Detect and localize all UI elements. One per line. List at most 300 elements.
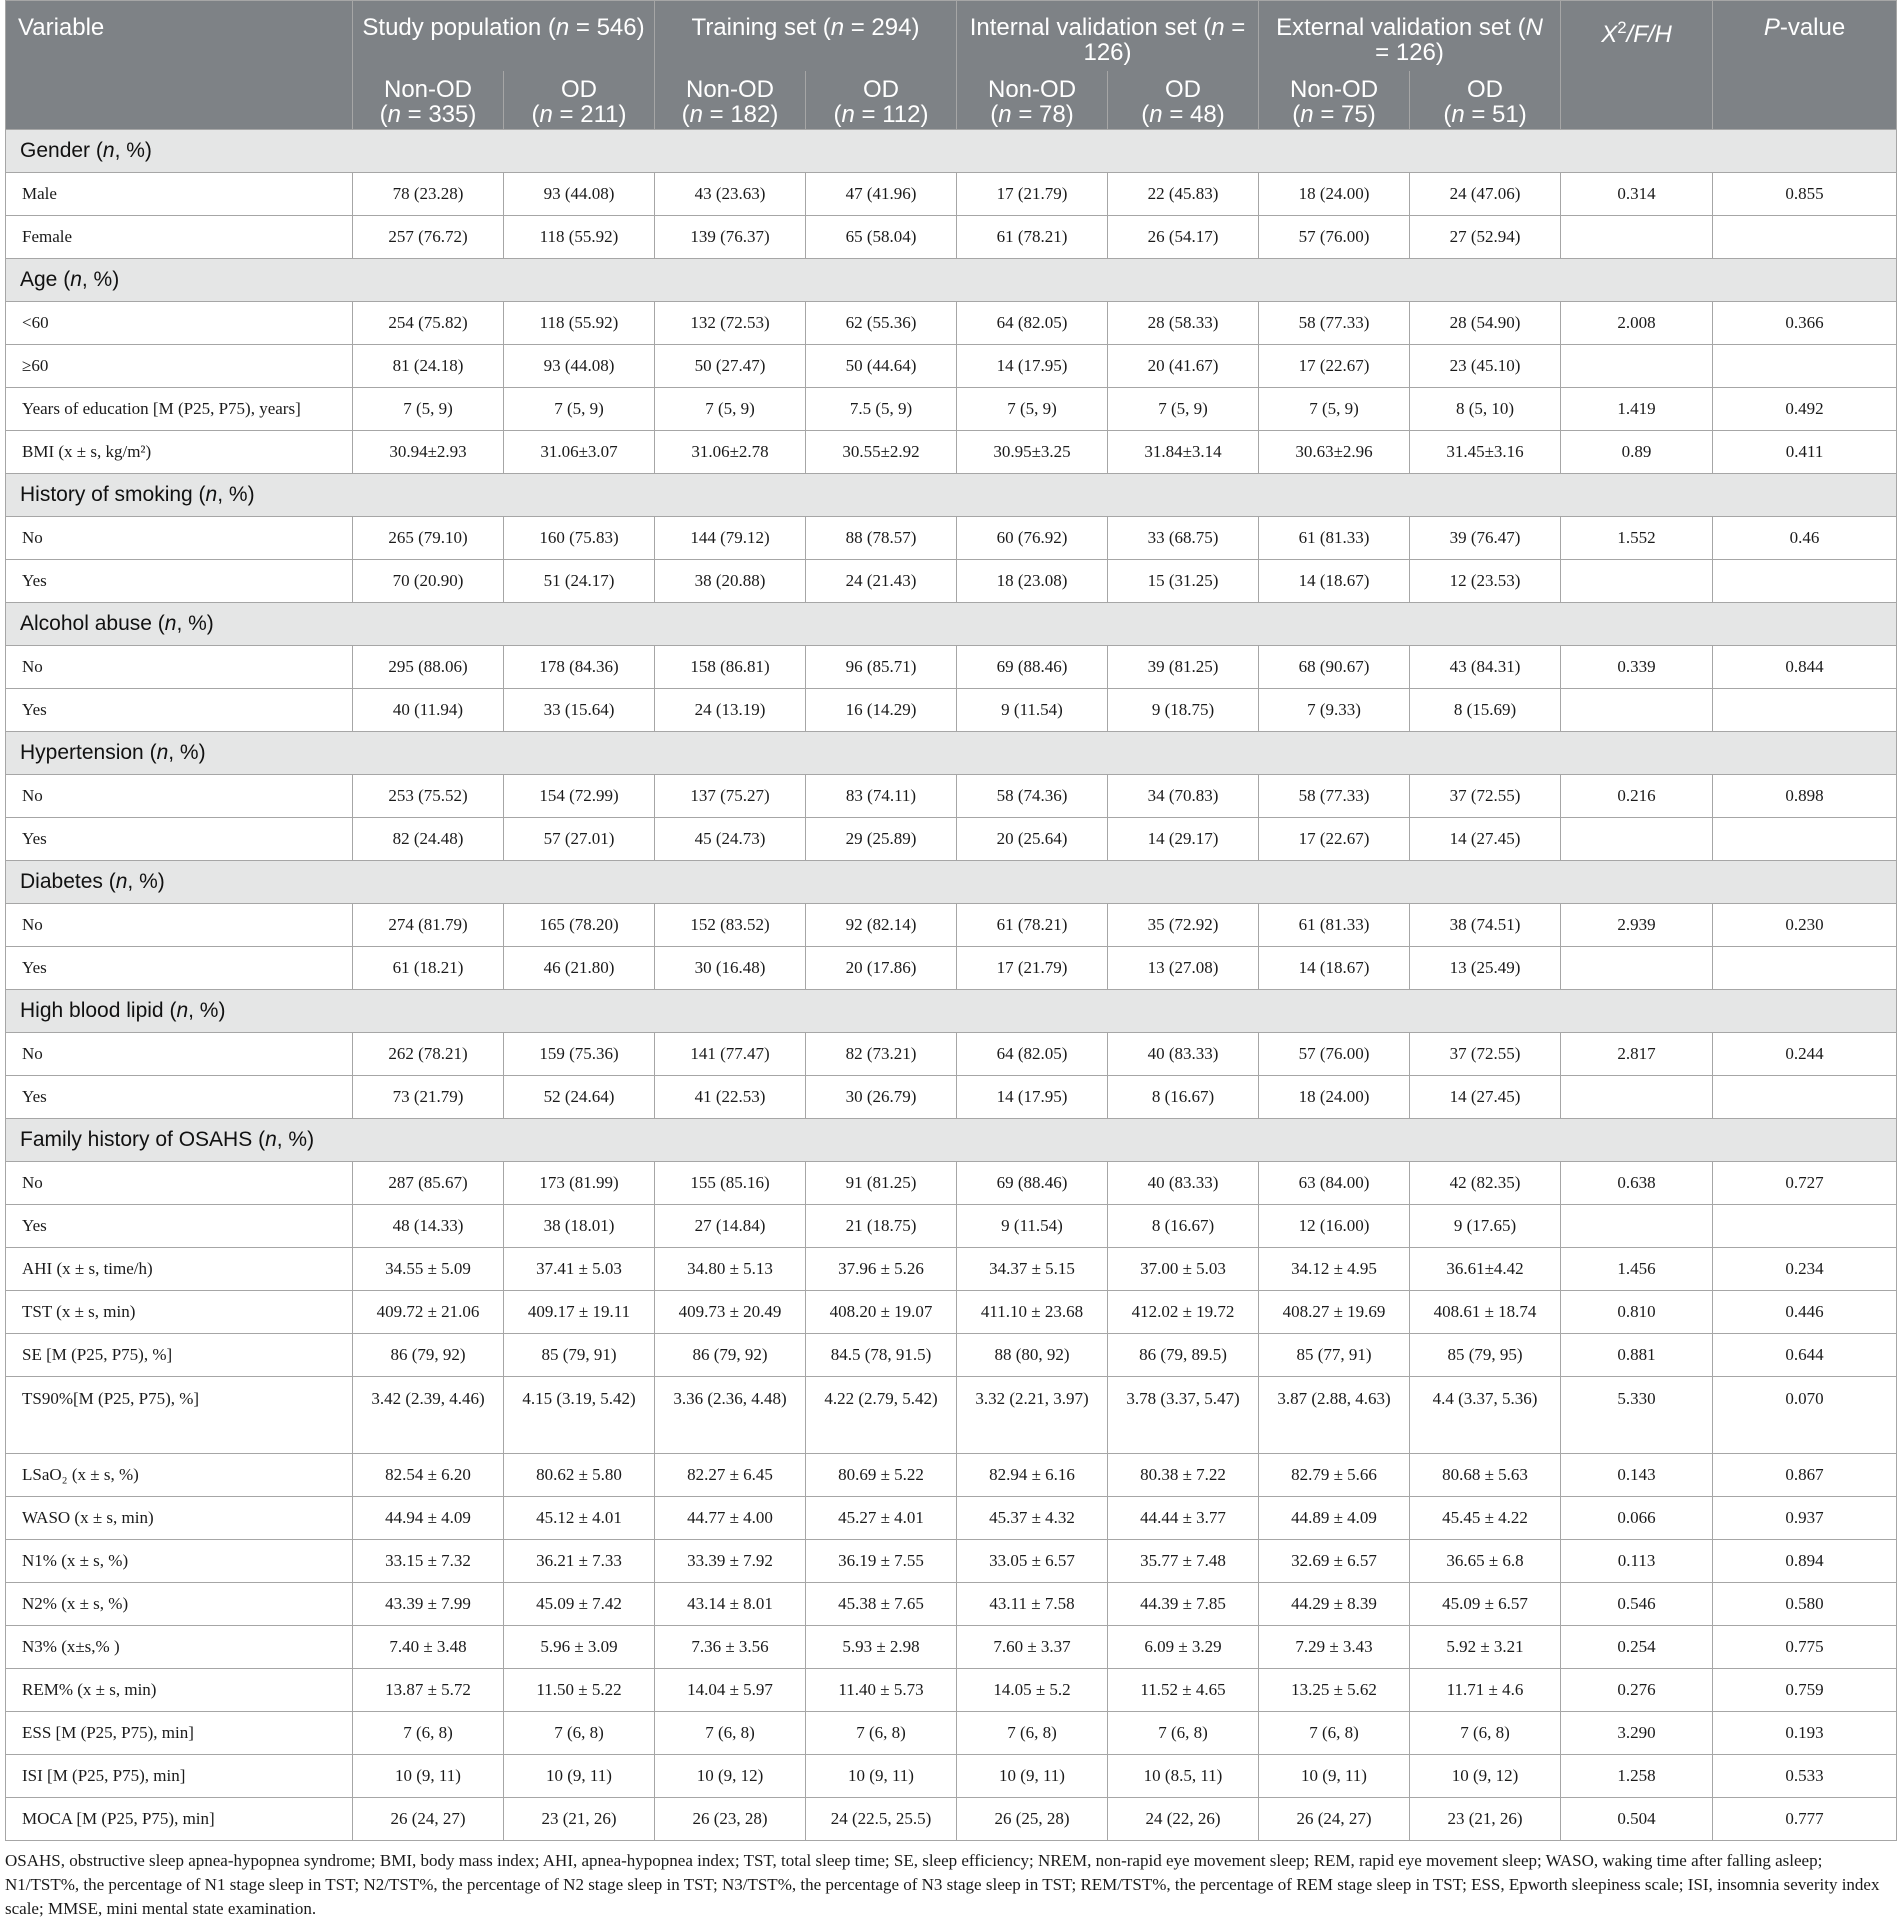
section-suffix: , %) bbox=[81, 268, 120, 291]
table-cell: 9 (11.54) bbox=[957, 1205, 1108, 1248]
table-cell: 11.40 ± 5.73 bbox=[806, 1669, 957, 1712]
table-cell: 35.77 ± 7.48 bbox=[1108, 1540, 1259, 1583]
statistic-cell bbox=[1561, 1205, 1713, 1248]
table-cell: 45.37 ± 4.32 bbox=[957, 1497, 1108, 1540]
table-cell: 57 (27.01) bbox=[504, 818, 655, 861]
table-cell: 26 (24, 27) bbox=[353, 1798, 504, 1841]
statistic-cell: 0.276 bbox=[1561, 1669, 1713, 1712]
header-subcolumn: OD (n = 51) bbox=[1410, 71, 1561, 130]
table-cell: 31.84±3.14 bbox=[1108, 431, 1259, 474]
table-cell: 34.12 ± 4.95 bbox=[1259, 1248, 1410, 1291]
table-cell: 44.29 ± 8.39 bbox=[1259, 1583, 1410, 1626]
subcolumn-n-symbol: n bbox=[998, 101, 1012, 128]
table-cell: 80.62 ± 5.80 bbox=[504, 1454, 655, 1497]
table-cell: 82.94 ± 6.16 bbox=[957, 1454, 1108, 1497]
table-cell: 69 (88.46) bbox=[957, 646, 1108, 689]
table-row bbox=[6, 345, 1897, 388]
table-cell: 34 (70.83) bbox=[1108, 775, 1259, 818]
table-cell: 46 (21.80) bbox=[504, 947, 655, 990]
table-cell: 14 (27.45) bbox=[1410, 1076, 1561, 1119]
section-title: Gender bbox=[20, 139, 91, 162]
table-row bbox=[6, 947, 1897, 990]
table-cell: 81 (24.18) bbox=[353, 345, 504, 388]
p-value-cell: 0.644 bbox=[1713, 1334, 1897, 1377]
table-cell: 32.69 ± 6.57 bbox=[1259, 1540, 1410, 1583]
table-cell: 82 (24.48) bbox=[353, 818, 504, 861]
table-row bbox=[6, 689, 1897, 732]
row-label: No bbox=[6, 646, 353, 689]
row-label: <60 bbox=[6, 302, 353, 345]
table-cell: 18 (24.00) bbox=[1259, 1076, 1410, 1119]
row-label: No bbox=[6, 904, 353, 947]
table-cell: 33 (15.64) bbox=[504, 689, 655, 732]
table-cell: 139 (76.37) bbox=[655, 216, 806, 259]
table-cell: 160 (75.83) bbox=[504, 517, 655, 560]
table-cell: 31.06±3.07 bbox=[504, 431, 655, 474]
subcolumn-n-symbol: n bbox=[841, 101, 855, 128]
table-cell: 154 (72.99) bbox=[504, 775, 655, 818]
row-label: Female bbox=[6, 216, 353, 259]
table-cell: 37.00 ± 5.03 bbox=[1108, 1248, 1259, 1291]
table-cell: 38 (18.01) bbox=[504, 1205, 655, 1248]
table-cell: 178 (84.36) bbox=[504, 646, 655, 689]
row-label: Yes bbox=[6, 1076, 353, 1119]
table-cell: 144 (79.12) bbox=[655, 517, 806, 560]
table-cell: 50 (44.64) bbox=[806, 345, 957, 388]
table-row bbox=[6, 1583, 1897, 1626]
table-cell: 33.39 ± 7.92 bbox=[655, 1540, 806, 1583]
section-header-row bbox=[6, 474, 1897, 517]
table-cell: 73 (21.79) bbox=[353, 1076, 504, 1119]
header-subcolumn: OD (n = 112) bbox=[806, 71, 957, 130]
table-cell: 61 (78.21) bbox=[957, 216, 1108, 259]
table-cell: 43 (84.31) bbox=[1410, 646, 1561, 689]
table-cell: 26 (24, 27) bbox=[1259, 1798, 1410, 1841]
table-row bbox=[6, 1755, 1897, 1798]
table-cell: 30.94±2.93 bbox=[353, 431, 504, 474]
statistic-cell: 0.881 bbox=[1561, 1334, 1713, 1377]
table-row bbox=[6, 904, 1897, 947]
statistic-cell: 1.258 bbox=[1561, 1755, 1713, 1798]
table-cell: 45.38 ± 7.65 bbox=[806, 1583, 957, 1626]
section-header-row bbox=[6, 259, 1897, 302]
table-cell: 26 (23, 28) bbox=[655, 1798, 806, 1841]
table-row bbox=[6, 1033, 1897, 1076]
table-cell: 26 (25, 28) bbox=[957, 1798, 1108, 1841]
section-label: Diabetes (n, %) bbox=[6, 861, 1897, 904]
row-label: Male bbox=[6, 173, 353, 216]
table-cell: 21 (18.75) bbox=[806, 1205, 957, 1248]
table-cell: 12 (16.00) bbox=[1259, 1205, 1410, 1248]
table-cell: 14 (18.67) bbox=[1259, 560, 1410, 603]
table-cell: 3.78 (3.37, 5.47) bbox=[1108, 1377, 1259, 1454]
table-cell: 8 (16.67) bbox=[1108, 1205, 1259, 1248]
table-cell: 8 (16.67) bbox=[1108, 1076, 1259, 1119]
table-cell: 48 (14.33) bbox=[353, 1205, 504, 1248]
table-cell: 33 (68.75) bbox=[1108, 517, 1259, 560]
subcolumn-name: Non-OD bbox=[988, 76, 1077, 103]
table-row bbox=[6, 216, 1897, 259]
table-cell: 42 (82.35) bbox=[1410, 1162, 1561, 1205]
table-cell: 34.80 ± 5.13 bbox=[655, 1248, 806, 1291]
table-cell: 13 (27.08) bbox=[1108, 947, 1259, 990]
statistic-cell bbox=[1561, 818, 1713, 861]
section-title: Hypertension bbox=[20, 741, 144, 764]
table-cell: 36.65 ± 6.8 bbox=[1410, 1540, 1561, 1583]
table-cell: 10 (9, 12) bbox=[1410, 1755, 1561, 1798]
table-cell: 44.39 ± 7.85 bbox=[1108, 1583, 1259, 1626]
statistic-cell: 0.066 bbox=[1561, 1497, 1713, 1540]
section-header-row bbox=[6, 603, 1897, 646]
table-cell: 5.96 ± 3.09 bbox=[504, 1626, 655, 1669]
table-cell: 27 (14.84) bbox=[655, 1205, 806, 1248]
table-row bbox=[6, 1454, 1897, 1497]
statistic-cell bbox=[1561, 560, 1713, 603]
table-cell: 37 (72.55) bbox=[1410, 1033, 1561, 1076]
row-label: Years of education [M (P25, P75), years] bbox=[6, 388, 353, 431]
table-cell: 47 (41.96) bbox=[806, 173, 957, 216]
table-cell: 24 (13.19) bbox=[655, 689, 806, 732]
table-cell: 44.94 ± 4.09 bbox=[353, 1497, 504, 1540]
table-cell: 132 (72.53) bbox=[655, 302, 806, 345]
statistic-cell: 0.638 bbox=[1561, 1162, 1713, 1205]
table-cell: 7 (6, 8) bbox=[655, 1712, 806, 1755]
table-cell: 5.93 ± 2.98 bbox=[806, 1626, 957, 1669]
header-group-external-validation: External validation set (N = 126) bbox=[1259, 1, 1561, 72]
table-cell: 40 (83.33) bbox=[1108, 1162, 1259, 1205]
table-cell: 38 (74.51) bbox=[1410, 904, 1561, 947]
table-cell: 20 (41.67) bbox=[1108, 345, 1259, 388]
table-cell: 8 (15.69) bbox=[1410, 689, 1561, 732]
table-cell: 11.71 ± 4.6 bbox=[1410, 1669, 1561, 1712]
table-cell: 44.77 ± 4.00 bbox=[655, 1497, 806, 1540]
table-cell: 86 (79, 92) bbox=[655, 1334, 806, 1377]
subcolumn-n: 335 bbox=[428, 101, 469, 128]
table-cell: 30.95±3.25 bbox=[957, 431, 1108, 474]
table-cell: 10 (9, 11) bbox=[353, 1755, 504, 1798]
table-cell: 10 (9, 11) bbox=[806, 1755, 957, 1798]
section-header-row bbox=[6, 861, 1897, 904]
table-cell: 61 (78.21) bbox=[957, 904, 1108, 947]
statistic-cell: 2.939 bbox=[1561, 904, 1713, 947]
table-cell: 7.60 ± 3.37 bbox=[957, 1626, 1108, 1669]
table-cell: 274 (81.79) bbox=[353, 904, 504, 947]
table-cell: 45.09 ± 7.42 bbox=[504, 1583, 655, 1626]
section-header-row bbox=[6, 990, 1897, 1033]
table-cell: 37.96 ± 5.26 bbox=[806, 1248, 957, 1291]
section-title: Alcohol abuse bbox=[20, 612, 152, 635]
row-label: ESS [M (P25, P75), min] bbox=[6, 1712, 353, 1755]
subcolumn-n-symbol: n bbox=[1451, 101, 1465, 128]
table-cell: 17 (22.67) bbox=[1259, 818, 1410, 861]
table-row bbox=[6, 1497, 1897, 1540]
header-p-value: P-value bbox=[1713, 1, 1897, 130]
table-cell: 84.5 (78, 91.5) bbox=[806, 1334, 957, 1377]
table-cell: 33.05 ± 6.57 bbox=[957, 1540, 1108, 1583]
table-cell: 91 (81.25) bbox=[806, 1162, 957, 1205]
row-label: No bbox=[6, 1162, 353, 1205]
subcolumn-n-symbol: n bbox=[689, 101, 703, 128]
table-row bbox=[6, 646, 1897, 689]
table-cell: 7 (6, 8) bbox=[1410, 1712, 1561, 1755]
table-cell: 6.09 ± 3.29 bbox=[1108, 1626, 1259, 1669]
section-header-row bbox=[6, 130, 1897, 173]
row-label: N2% (x ± s, %) bbox=[6, 1583, 353, 1626]
table-row bbox=[6, 1334, 1897, 1377]
statistic-cell: 0.810 bbox=[1561, 1291, 1713, 1334]
n-symbol: n bbox=[265, 1128, 277, 1151]
section-title: History of smoking bbox=[20, 483, 193, 506]
table-cell: 39 (81.25) bbox=[1108, 646, 1259, 689]
subcolumn-n-symbol: n bbox=[387, 101, 401, 128]
table-cell: 63 (84.00) bbox=[1259, 1162, 1410, 1205]
statistic-cell: 3.290 bbox=[1561, 1712, 1713, 1755]
table-cell: 159 (75.36) bbox=[504, 1033, 655, 1076]
section-title: Age bbox=[20, 268, 58, 291]
table-cell: 61 (81.33) bbox=[1259, 517, 1410, 560]
header-group-internal-validation: Internal validation set (n = 126) bbox=[957, 1, 1259, 72]
row-label: MOCA [M (P25, P75), min] bbox=[6, 1798, 353, 1841]
table-cell: 262 (78.21) bbox=[353, 1033, 504, 1076]
table-cell: 80.69 ± 5.22 bbox=[806, 1454, 957, 1497]
statistic-cell: 1.456 bbox=[1561, 1248, 1713, 1291]
table-cell: 7 (6, 8) bbox=[957, 1712, 1108, 1755]
header-subcolumn: OD (n = 48) bbox=[1108, 71, 1259, 130]
section-suffix: , %) bbox=[127, 870, 165, 893]
row-label: BMI (x ± s, kg/m²) bbox=[6, 431, 353, 474]
p-value-cell: 0.492 bbox=[1713, 388, 1897, 431]
table-row bbox=[6, 560, 1897, 603]
table-row bbox=[6, 775, 1897, 818]
table-cell: 24 (21.43) bbox=[806, 560, 957, 603]
p-value-cell: 0.777 bbox=[1713, 1798, 1897, 1841]
table-row bbox=[6, 1162, 1897, 1205]
header-statistic: $X^2/F/H$ bbox=[1561, 1, 1713, 130]
table-row bbox=[6, 1540, 1897, 1583]
p-value-cell bbox=[1713, 560, 1897, 603]
table-cell: 4.15 (3.19, 5.42) bbox=[504, 1377, 655, 1454]
p-value-cell: 0.580 bbox=[1713, 1583, 1897, 1626]
table-cell: 85 (79, 95) bbox=[1410, 1334, 1561, 1377]
p-value-cell: 0.244 bbox=[1713, 1033, 1897, 1076]
table-cell: 7 (6, 8) bbox=[1108, 1712, 1259, 1755]
table-cell: 64 (82.05) bbox=[957, 1033, 1108, 1076]
table-cell: 14 (17.95) bbox=[957, 1076, 1108, 1119]
table-cell: 18 (24.00) bbox=[1259, 173, 1410, 216]
p-value-cell: 0.366 bbox=[1713, 302, 1897, 345]
table-cell: 82.27 ± 6.45 bbox=[655, 1454, 806, 1497]
table-cell: 9 (11.54) bbox=[957, 689, 1108, 732]
table-cell: 14 (29.17) bbox=[1108, 818, 1259, 861]
table-row bbox=[6, 1669, 1897, 1712]
table-cell: 92 (82.14) bbox=[806, 904, 957, 947]
subcolumn-name: OD bbox=[1165, 76, 1202, 103]
statistic-cell: 2.817 bbox=[1561, 1033, 1713, 1076]
subcolumn-name: OD bbox=[863, 76, 899, 103]
p-value-cell: 0.855 bbox=[1713, 173, 1897, 216]
section-label: Age (n, %) bbox=[6, 259, 1897, 302]
p-value-cell bbox=[1713, 947, 1897, 990]
table-cell: 44.89 ± 4.09 bbox=[1259, 1497, 1410, 1540]
section-suffix: , %) bbox=[188, 999, 226, 1022]
table-row bbox=[6, 173, 1897, 216]
header-variable: Variable bbox=[6, 1, 353, 130]
table-cell: 17 (21.79) bbox=[957, 947, 1108, 990]
table-cell: 70 (20.90) bbox=[353, 560, 504, 603]
table-cell: 64 (82.05) bbox=[957, 302, 1108, 345]
section-header-row bbox=[6, 732, 1897, 775]
table-cell: 69 (88.46) bbox=[957, 1162, 1108, 1205]
row-label: No bbox=[6, 517, 353, 560]
table-cell: 3.36 (2.36, 4.48) bbox=[655, 1377, 806, 1454]
table-cell: 33.15 ± 7.32 bbox=[353, 1540, 504, 1583]
table-body bbox=[6, 130, 1897, 1841]
header-subcolumn: Non-OD (n = 78) bbox=[957, 71, 1108, 130]
p-value-cell: 0.894 bbox=[1713, 1540, 1897, 1583]
table-cell: 3.42 (2.39, 4.46) bbox=[353, 1377, 504, 1454]
table-cell: 43.39 ± 7.99 bbox=[353, 1583, 504, 1626]
table-cell: 96 (85.71) bbox=[806, 646, 957, 689]
n-symbol: n bbox=[176, 999, 189, 1022]
table-cell: 28 (58.33) bbox=[1108, 302, 1259, 345]
table-cell: 40 (11.94) bbox=[353, 689, 504, 732]
table-cell: 173 (81.99) bbox=[504, 1162, 655, 1205]
subcolumn-name: Non-OD bbox=[1290, 76, 1379, 103]
table-row bbox=[6, 1076, 1897, 1119]
n-symbol: n bbox=[205, 483, 218, 506]
table-cell: 155 (85.16) bbox=[655, 1162, 806, 1205]
p-value-cell: 0.193 bbox=[1713, 1712, 1897, 1755]
table-cell: 36.19 ± 7.55 bbox=[806, 1540, 957, 1583]
p-value-cell: 0.411 bbox=[1713, 431, 1897, 474]
table-cell: 7.29 ± 3.43 bbox=[1259, 1626, 1410, 1669]
header-group-training-set: Training set (n = 294) bbox=[655, 1, 957, 72]
section-title: High blood lipid bbox=[20, 999, 164, 1022]
p-value-cell bbox=[1713, 1076, 1897, 1119]
row-label: Yes bbox=[6, 560, 353, 603]
statistic-cell: 0.339 bbox=[1561, 646, 1713, 689]
subcolumn-n-symbol: n bbox=[1300, 101, 1314, 128]
table-row bbox=[6, 1205, 1897, 1248]
table-footnote: OSAHS, obstructive sleep apnea-hypopnea syndrome; BMI, body mass index; AHI, apnea-hypopnea index; TST, total sleep time; SE, sleep efficiency; NREM, non-rapid eye movement sleep; REM, rapid eye movement sleep; WASO, waking time after falling asleep; N1/TST%, the percentage of N1 stage sleep in TST; N2/TST%, the percentage of N2 stage sleep in TST; N3/TST%, the percentage of N3 stage sleep in TST; REM/TST%, the percentage of REM stage sleep in TST; ESS, Epworth sleepiness scale; ISI, insomnia severity index scale; MMSE, mini mental state examination. bbox=[5, 1851, 1880, 1918]
n-symbol: n bbox=[115, 870, 128, 893]
section-suffix: , %) bbox=[217, 483, 255, 506]
table-cell: 7.5 (5, 9) bbox=[806, 388, 957, 431]
table-cell: 86 (79, 89.5) bbox=[1108, 1334, 1259, 1377]
table-cell: 3.87 (2.88, 4.63) bbox=[1259, 1377, 1410, 1454]
table-cell: 78 (23.28) bbox=[353, 173, 504, 216]
table-cell: 5.92 ± 3.21 bbox=[1410, 1626, 1561, 1669]
table-row bbox=[6, 1798, 1897, 1841]
table-cell: 82.79 ± 5.66 bbox=[1259, 1454, 1410, 1497]
p-value-cell bbox=[1713, 1205, 1897, 1248]
row-label: No bbox=[6, 1033, 353, 1076]
table-cell: 7.36 ± 3.56 bbox=[655, 1626, 806, 1669]
table-cell: 254 (75.82) bbox=[353, 302, 504, 345]
table-row bbox=[6, 431, 1897, 474]
table-cell: 23 (21, 26) bbox=[504, 1798, 655, 1841]
table-cell: 23 (21, 26) bbox=[1410, 1798, 1561, 1841]
table-cell: 93 (44.08) bbox=[504, 345, 655, 388]
n-symbol: n bbox=[102, 139, 115, 162]
table-cell: 4.22 (2.79, 5.42) bbox=[806, 1377, 957, 1454]
row-label: ISI [M (P25, P75), min] bbox=[6, 1755, 353, 1798]
table-cell: 287 (85.67) bbox=[353, 1162, 504, 1205]
table-cell: 11.50 ± 5.22 bbox=[504, 1669, 655, 1712]
table-row bbox=[6, 1248, 1897, 1291]
subcolumn-n-symbol: n bbox=[539, 101, 553, 128]
table-cell: 82.54 ± 6.20 bbox=[353, 1454, 504, 1497]
statistic-cell: 0.113 bbox=[1561, 1540, 1713, 1583]
statistic-cell: 1.419 bbox=[1561, 388, 1713, 431]
table-cell: 118 (55.92) bbox=[504, 302, 655, 345]
table-cell: 10 (9, 12) bbox=[655, 1755, 806, 1798]
subcolumn-n: 211 bbox=[580, 101, 619, 128]
table-cell: 31.45±3.16 bbox=[1410, 431, 1561, 474]
table-cell: 7 (5, 9) bbox=[353, 388, 504, 431]
table-row bbox=[6, 818, 1897, 861]
p-value-cell: 0.46 bbox=[1713, 517, 1897, 560]
table-row bbox=[6, 1626, 1897, 1669]
table-cell: 24 (22, 26) bbox=[1108, 1798, 1259, 1841]
p-value-cell: 0.230 bbox=[1713, 904, 1897, 947]
row-label: Yes bbox=[6, 947, 353, 990]
table-cell: 51 (24.17) bbox=[504, 560, 655, 603]
statistic-cell: 0.254 bbox=[1561, 1626, 1713, 1669]
row-label: Yes bbox=[6, 818, 353, 861]
table-cell: 20 (25.64) bbox=[957, 818, 1108, 861]
subcolumn-n: 182 bbox=[730, 101, 771, 128]
p-value-cell bbox=[1713, 818, 1897, 861]
subcolumn-name: OD bbox=[1467, 76, 1504, 103]
table-header bbox=[6, 1, 1897, 130]
table-cell: 80.68 ± 5.63 bbox=[1410, 1454, 1561, 1497]
subcolumn-n: 78 bbox=[1039, 101, 1066, 128]
table-cell: 409.73 ± 20.49 bbox=[655, 1291, 806, 1334]
table-cell: 37.41 ± 5.03 bbox=[504, 1248, 655, 1291]
table-cell: 24 (47.06) bbox=[1410, 173, 1561, 216]
p-value-cell: 0.844 bbox=[1713, 646, 1897, 689]
table-cell: 165 (78.20) bbox=[504, 904, 655, 947]
table-cell: 88 (78.57) bbox=[806, 517, 957, 560]
row-label: LSaO₂ (x ± s, %) bbox=[6, 1454, 353, 1497]
table-cell: 15 (31.25) bbox=[1108, 560, 1259, 603]
statistic-cell bbox=[1561, 689, 1713, 732]
table-cell: 7 (6, 8) bbox=[1259, 1712, 1410, 1755]
section-suffix: , %) bbox=[114, 139, 152, 162]
table-cell: 408.27 ± 19.69 bbox=[1259, 1291, 1410, 1334]
table-cell: 7 (6, 8) bbox=[806, 1712, 957, 1755]
statistic-cell: 2.008 bbox=[1561, 302, 1713, 345]
p-value-cell: 0.867 bbox=[1713, 1454, 1897, 1497]
table-cell: 7.40 ± 3.48 bbox=[353, 1626, 504, 1669]
table-cell: 29 (25.89) bbox=[806, 818, 957, 861]
table-cell: 85 (77, 91) bbox=[1259, 1334, 1410, 1377]
table-cell: 20 (17.86) bbox=[806, 947, 957, 990]
table-cell: 7 (5, 9) bbox=[1259, 388, 1410, 431]
table-cell: 40 (83.33) bbox=[1108, 1033, 1259, 1076]
table-cell: 35 (72.92) bbox=[1108, 904, 1259, 947]
table-cell: 30 (26.79) bbox=[806, 1076, 957, 1119]
table-cell: 93 (44.08) bbox=[504, 173, 655, 216]
table-cell: 17 (22.67) bbox=[1259, 345, 1410, 388]
table-cell: 61 (18.21) bbox=[353, 947, 504, 990]
subcolumn-n: 51 bbox=[1492, 101, 1519, 128]
statistic-cell: 0.504 bbox=[1561, 1798, 1713, 1841]
table-cell: 57 (76.00) bbox=[1259, 216, 1410, 259]
table-cell: 412.02 ± 19.72 bbox=[1108, 1291, 1259, 1334]
table-cell: 14 (27.45) bbox=[1410, 818, 1561, 861]
